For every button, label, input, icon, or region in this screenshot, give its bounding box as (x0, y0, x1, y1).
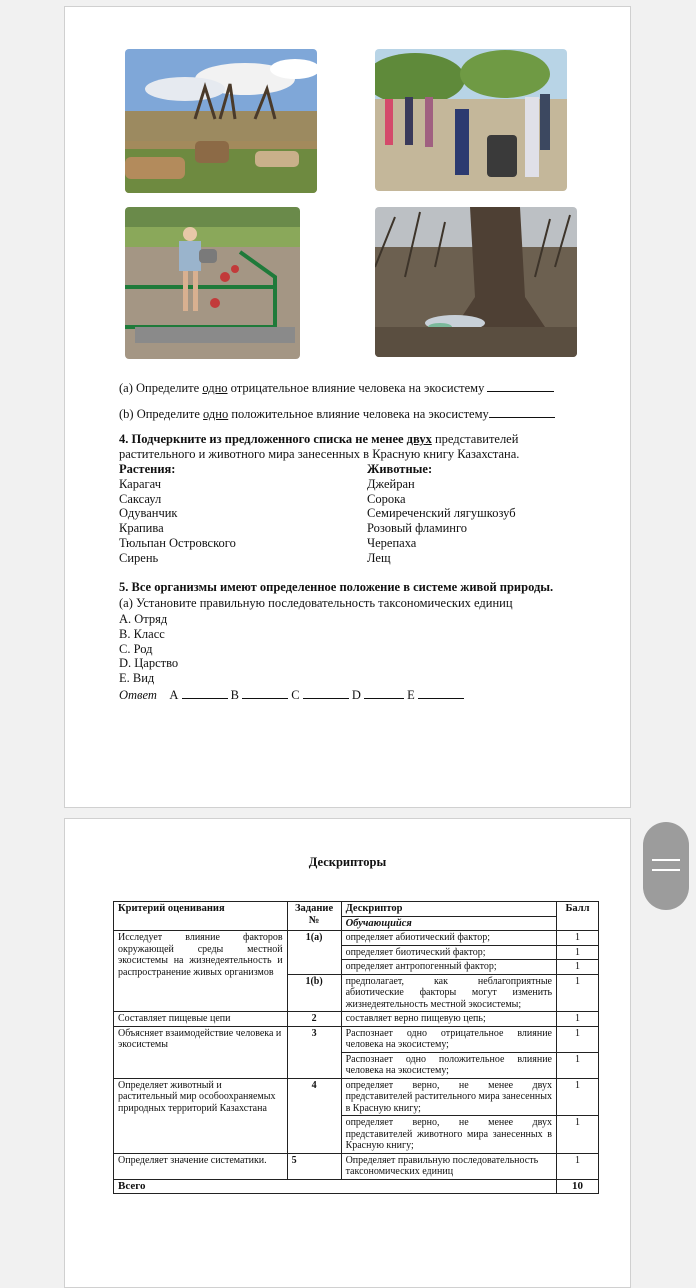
answer-blank-B[interactable] (242, 687, 288, 699)
criterion-cell: Исследует влияние факторов окружающей среды местной экосистемы на жизнедеятельность и распространение живых организмов (114, 931, 288, 1012)
answer-blank-A[interactable] (182, 687, 228, 699)
plant-item[interactable]: Саксаул (119, 491, 162, 506)
animal-item[interactable]: Джейран (367, 476, 415, 491)
animal-item[interactable]: Черепаха (367, 535, 417, 550)
plant-item[interactable]: Сирень (119, 550, 159, 565)
answer-blank-D[interactable] (364, 687, 404, 699)
plants-header: Растения: (119, 462, 176, 476)
descriptor-cell: Распознает одно отрицательное влияние человека на экосистему; (341, 1026, 556, 1052)
photo-people-cleaning (375, 49, 567, 191)
score-cell: 1 (557, 1078, 599, 1116)
question-5-sub: (а) Установите правильную последовательность таксономических единиц (119, 596, 513, 610)
criterion-cell: Определяет животный и растительный мир особоохраняемых природных территорий Казахстана (114, 1078, 288, 1153)
worksheet-page-1 (64, 6, 631, 808)
task-cell: 4 (287, 1078, 341, 1153)
descriptor-cell: определяет верно, не менее двух представителей растительного мира занесенных в Красную книгу; (341, 1078, 556, 1116)
animals-header: Животные: (367, 462, 433, 476)
table-row (114, 1078, 599, 1116)
score-cell: 1 (557, 1052, 599, 1078)
plant-item[interactable]: Одуванчик (119, 506, 178, 521)
score-cell: 1 (557, 931, 599, 946)
table-row (114, 1026, 599, 1052)
criterion-cell: Составляет пищевые цепи (114, 1012, 288, 1027)
table-header-row (114, 902, 599, 917)
photo-girl-watering (125, 207, 300, 359)
criterion-cell: Объясняет взаимодействие человека и экосистемы (114, 1026, 288, 1078)
descriptor-cell: Определяет правильную последовательность таксономических единиц (341, 1153, 556, 1179)
score-cell: 1 (557, 1116, 599, 1154)
taxon-option: А. Отряд (119, 612, 168, 626)
total-row (114, 1179, 599, 1194)
animal-item[interactable]: Розовый фламинго (367, 521, 468, 536)
score-cell: 1 (557, 945, 599, 960)
taxonomy-options (119, 612, 178, 686)
task-cell: 2 (287, 1012, 341, 1027)
descriptors-title: Дескрипторы (308, 855, 387, 869)
animal-item[interactable]: Сорока (367, 491, 406, 506)
total-label: Всего (114, 1179, 557, 1194)
taxon-option: В. Класс (119, 626, 165, 641)
answer-blank-C[interactable] (303, 687, 349, 699)
answer-blank-E[interactable] (418, 687, 464, 699)
handle-line-icon (652, 859, 680, 861)
answer-blank-a[interactable] (487, 380, 554, 392)
taxon-option: D. Царство (119, 656, 179, 671)
table-row (114, 1012, 599, 1027)
answer-blank-b[interactable] (489, 406, 555, 418)
descriptor-cell: определяет антропогенный фактор; (341, 960, 556, 975)
question-b: (b) Определите одно положительное влияние человека на экосистему (119, 406, 555, 422)
header-criterion: Критерий оценивания (114, 902, 288, 931)
header-score: Балл (557, 902, 599, 931)
question-a: (a) Определите одно отрицательное влияние человека на экосистему (119, 380, 554, 396)
animal-item[interactable]: Семиреченский лягушкозуб (367, 506, 516, 521)
score-cell: 1 (557, 1153, 599, 1179)
header-student: Обучающийся (341, 916, 556, 931)
score-cell: 1 (557, 960, 599, 975)
plant-item[interactable]: Крапива (119, 521, 164, 536)
descriptor-cell: предполагает, как неблагоприятные абиотические факторы могут изменить жизнедеятельность местной экосистемы; (341, 974, 556, 1012)
question-4-line2: растительного и животного мира занесенных в Красную книгу Казахстана. (119, 447, 520, 461)
photo-cut-trees (125, 49, 317, 193)
total-value: 10 (557, 1179, 599, 1194)
task-cell: 5 (287, 1153, 341, 1179)
table-row (114, 931, 599, 946)
table-row (114, 1153, 599, 1179)
animal-item[interactable]: Лещ (367, 550, 391, 565)
plants-list (119, 462, 236, 566)
descriptor-cell: определяет абиотический фактор; (341, 931, 556, 946)
descriptor-cell: определяет биотический фактор; (341, 945, 556, 960)
photo-tree-trash (375, 207, 577, 357)
worksheet-page-2 (64, 818, 631, 1288)
taxon-option: С. Род (119, 641, 153, 656)
header-descriptor: Дескриптор (341, 902, 556, 917)
descriptor-cell: определяет верно, не менее двух представителей животного мира занесенных в Красную книгу; (341, 1116, 556, 1154)
answer-line: Ответ А В С D E (119, 687, 464, 703)
score-cell: 1 (557, 974, 599, 1012)
question-5-title: 5. Все организмы имеют определенное положение в системе живой природы. (119, 580, 554, 594)
taxon-option: Е. Вид (119, 671, 155, 686)
score-cell: 1 (557, 1012, 599, 1027)
plant-item[interactable]: Карагач (119, 476, 161, 491)
descriptors-table (113, 901, 599, 1194)
task-cell: 3 (287, 1026, 341, 1078)
task-cell: 1(b) (287, 974, 341, 1012)
descriptor-cell: Распознает одно положительное влияние человека на экосистему; (341, 1052, 556, 1078)
task-cell: 1(a) (287, 931, 341, 975)
animals-list (367, 462, 516, 566)
plant-item[interactable]: Тюльпан Островского (119, 535, 236, 550)
descriptor-cell: составляет верно пищевую цепь; (341, 1012, 556, 1027)
handle-line-icon (652, 869, 680, 871)
score-cell: 1 (557, 1026, 599, 1052)
question-4-line1: 4. Подчеркните из предложенного списка не менее двух представителей (119, 432, 519, 446)
criterion-cell: Определяет значение систематики. (114, 1153, 288, 1179)
header-task: Задание № (287, 902, 341, 931)
scroll-handle[interactable] (643, 822, 689, 910)
